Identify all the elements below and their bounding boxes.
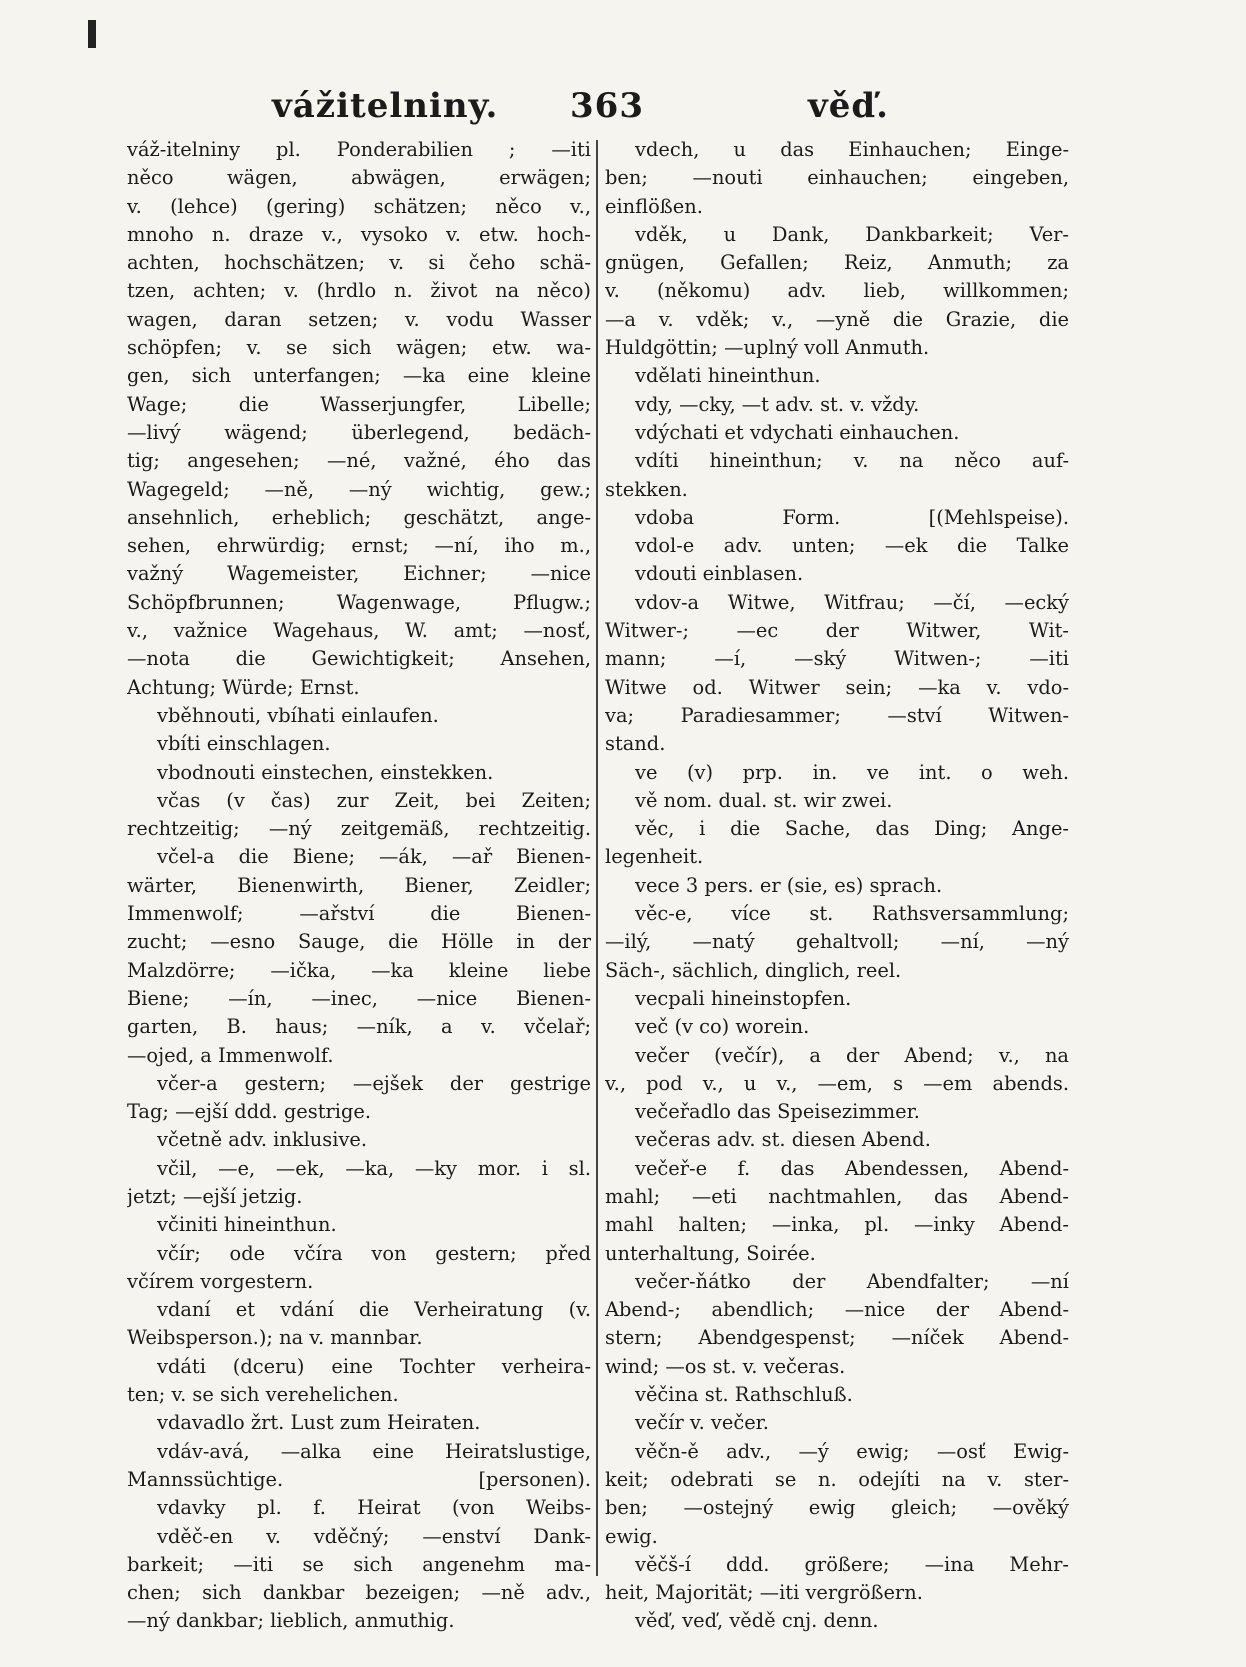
dictionary-line: věc-e, více st. Rathsversammlung; bbox=[635, 902, 1069, 926]
dictionary-line: Witwe od. Witwer sein; —ka v. vdo- bbox=[605, 675, 1069, 699]
dictionary-line: legenheit. bbox=[605, 845, 704, 869]
dictionary-line: vdol-e adv. unten; —ek die Talke bbox=[635, 534, 1069, 558]
dictionary-line: v. (někomu) adv. lieb, willkommen; bbox=[605, 279, 1069, 303]
dictionary-line: achten, hochschätzen; v. si čeho schä- bbox=[127, 251, 591, 275]
dictionary-line: Witwer-; —ec der Witwer, Wit- bbox=[605, 619, 1069, 643]
dictionary-line: zucht; —esno Sauge, die Hölle in der bbox=[127, 930, 591, 954]
dictionary-line: —ilý, —natý gehaltvoll; —ní, —ný bbox=[605, 930, 1069, 954]
dictionary-line: mahl; —eti nachtmahlen, das Abend- bbox=[605, 1184, 1069, 1208]
dictionary-line: Mannssüchtige. [personen). bbox=[127, 1467, 591, 1491]
dictionary-line: vbíti einschlagen. bbox=[157, 732, 331, 756]
dictionary-line: včel-a die Biene; —ák, —ař Bienen- bbox=[157, 845, 591, 869]
dictionary-line: Weibsperson.); na v. mannbar. bbox=[127, 1326, 423, 1350]
dictionary-line: vdaní et vdání die Verheiratung (v. bbox=[157, 1298, 591, 1322]
left-headword: vážitelniny. bbox=[272, 86, 499, 126]
dictionary-line: ewig. bbox=[605, 1524, 658, 1548]
dictionary-line: —a v. vděk; v., —yně die Grazie, die bbox=[605, 307, 1069, 331]
dictionary-line: heit, Majorität; —iti vergrößern. bbox=[605, 1581, 923, 1605]
dictionary-line: Immenwolf; —ařství die Bienen- bbox=[127, 902, 591, 926]
dictionary-line: ansehnlich, erheblich; geschätzt, ange- bbox=[127, 505, 591, 529]
dictionary-line: večer-ňátko der Abendfalter; —ní bbox=[635, 1269, 1069, 1293]
dictionary-line: wagen, daran setzen; v. vodu Wasser bbox=[127, 307, 591, 331]
dictionary-line: včírem vorgestern. bbox=[127, 1269, 314, 1293]
page-header bbox=[260, 86, 900, 130]
dictionary-line: ben; —ostejný ewig gleich; —ověký bbox=[605, 1496, 1069, 1520]
dictionary-line: schöpfen; v. se sich wägen; etw. wa- bbox=[127, 336, 591, 360]
dictionary-line: vdělati hineinthun. bbox=[635, 364, 821, 388]
dictionary-line: večeřadlo das Speisezimmer. bbox=[635, 1100, 920, 1124]
dictionary-line: Malzdörre; —ička, —ka kleine liebe bbox=[127, 958, 591, 982]
dictionary-line: rechtzeitig; —ný zeitgemäß, rechtzeitig. bbox=[127, 817, 591, 841]
dictionary-line: več (v co) worein. bbox=[635, 1015, 810, 1039]
dictionary-line: včas (v čas) zur Zeit, bei Zeiten; bbox=[157, 788, 591, 812]
dictionary-line: wärter, Bienenwirth, Biener, Zeidler; bbox=[127, 873, 591, 897]
dictionary-line: Abend-; abendlich; —nice der Abend- bbox=[605, 1298, 1069, 1322]
dictionary-line: vděč-en v. vděčný; —enství Dank- bbox=[157, 1524, 591, 1548]
dictionary-line: vdouti einblasen. bbox=[635, 562, 804, 586]
dictionary-line: vdech, u das Einhauchen; Einge- bbox=[635, 138, 1069, 161]
dictionary-line: važný Wagemeister, Eichner; —nice bbox=[127, 562, 591, 586]
dictionary-line: váž-itelniny pl. Ponderabilien ; —iti bbox=[127, 138, 591, 161]
dictionary-line: vě nom. dual. st. wir zwei. bbox=[635, 788, 893, 812]
dictionary-line: včír; ode včíra von gestern; před bbox=[157, 1241, 591, 1265]
dictionary-line: večeras adv. st. diesen Abend. bbox=[635, 1128, 931, 1152]
dictionary-line: sehen, ehrwürdig; ernst; —ní, iho m., bbox=[127, 534, 591, 558]
page-edge-mark bbox=[88, 20, 96, 48]
dictionary-line: vdavky pl. f. Heirat (von Weibs- bbox=[157, 1496, 591, 1520]
left-column bbox=[127, 136, 591, 1636]
dictionary-line: věčn-ě adv., —ý ewig; —osť Ewig- bbox=[635, 1439, 1069, 1463]
dictionary-line: —ojed, a Immenwolf. bbox=[127, 1043, 334, 1067]
dictionary-line: —ný dankbar; lieblich, anmuthig. bbox=[127, 1609, 455, 1633]
dictionary-line: v., važnice Wagehaus, W. amt; —nosť, bbox=[127, 619, 591, 643]
dictionary-line: vdy, —cky, —t adv. st. v. vždy. bbox=[635, 392, 920, 416]
dictionary-line: věď, veď, vědě cnj. denn. bbox=[635, 1609, 879, 1633]
dictionary-line: včiniti hineinthun. bbox=[157, 1213, 337, 1237]
column-divider bbox=[596, 140, 598, 1576]
dictionary-line: ben; —nouti einhauchen; eingeben, bbox=[605, 166, 1069, 190]
dictionary-line: vece 3 pers. er (sie, es) sprach. bbox=[635, 873, 943, 897]
dictionary-line: Wagegeld; —ně, —ný wichtig, gew.; bbox=[127, 477, 591, 501]
dictionary-line: vdov-a Witwe, Witfrau; —čí, —ecký bbox=[635, 590, 1069, 614]
dictionary-line: vdáv-avá, —alka eine Heiratslustige, bbox=[157, 1439, 591, 1463]
dictionary-line: mahl halten; —inka, pl. —inky Abend- bbox=[605, 1213, 1069, 1237]
dictionary-line: mnoho n. draze v., vysoko v. etw. hoch- bbox=[127, 222, 591, 246]
dictionary-line: věčš-í ddd. größere; —ina Mehr- bbox=[635, 1552, 1069, 1576]
dictionary-line: einflößen. bbox=[605, 194, 703, 218]
dictionary-line: tig; angesehen; —né, važné, ého das bbox=[127, 449, 591, 473]
dictionary-line: Huldgöttin; —uplný voll Anmuth. bbox=[605, 336, 930, 360]
dictionary-line: Achtung; Würde; Ernst. bbox=[127, 675, 360, 699]
right-column bbox=[605, 136, 1069, 1636]
dictionary-line: Schöpfbrunnen; Wagenwage, Pflugw.; bbox=[127, 590, 591, 614]
dictionary-line: něco wägen, abwägen, erwägen; bbox=[127, 166, 591, 190]
dictionary-line: vběhnouti, vbíhati einlaufen. bbox=[157, 703, 439, 727]
dictionary-line: keit; odebrati se n. odejíti na v. ster- bbox=[605, 1467, 1069, 1491]
dictionary-line: večer (večír), a der Abend; v., na bbox=[635, 1043, 1069, 1067]
dictionary-line: gen, sich unterfangen; —ka eine kleine bbox=[127, 364, 591, 388]
dictionary-line: barkeit; —iti se sich angenehm ma- bbox=[127, 1552, 591, 1576]
dictionary-line: večeř-e f. das Abendessen, Abend- bbox=[635, 1156, 1069, 1180]
dictionary-line: Säch-, sächlich, dinglich, reel. bbox=[605, 958, 902, 982]
dictionary-line: vecpali hineinstopfen. bbox=[635, 986, 852, 1010]
dictionary-line: včer-a gestern; —ejšek der gestrige bbox=[157, 1071, 591, 1095]
dictionary-line: garten, B. haus; —ník, a v. včelař; bbox=[127, 1015, 591, 1039]
dictionary-line: chen; sich dankbar bezeigen; —ně adv., bbox=[127, 1581, 591, 1605]
dictionary-line: věčina st. Rathschluß. bbox=[635, 1383, 853, 1407]
dictionary-line: Tag; —ejší ddd. gestrige. bbox=[127, 1100, 372, 1124]
dictionary-line: unterhaltung, Soirée. bbox=[605, 1241, 816, 1265]
dictionary-line: stand. bbox=[605, 732, 666, 756]
dictionary-line: věc, i die Sache, das Ding; Ange- bbox=[635, 817, 1069, 841]
page-number: 363 bbox=[570, 86, 644, 126]
dictionary-line: Wage; die Wasserjungfer, Libelle; bbox=[127, 392, 591, 416]
dictionary-line: stern; Abendgespenst; —níček Abend- bbox=[605, 1326, 1069, 1350]
dictionary-line: va; Paradiesammer; —ství Witwen- bbox=[605, 703, 1069, 727]
dictionary-line: ve (v) prp. in. ve int. o weh. bbox=[635, 760, 1069, 784]
dictionary-line: vbodnouti einstechen, einstekken. bbox=[157, 760, 494, 784]
right-headword: věď. bbox=[808, 86, 889, 126]
dictionary-line: vdýchati et vdychati einhauchen. bbox=[635, 420, 960, 444]
dictionary-line: —nota die Gewichtigkeit; Ansehen, bbox=[127, 647, 591, 671]
dictionary-line: Biene; —ín, —inec, —nice Bienen- bbox=[127, 986, 591, 1010]
dictionary-line: mann; —í, —ský Witwen-; —iti bbox=[605, 647, 1069, 671]
dictionary-line: v. (lehce) (gering) schätzen; něco v., bbox=[127, 194, 591, 218]
dictionary-line: včil, —e, —ek, —ka, —ky mor. i sl. bbox=[157, 1156, 591, 1180]
dictionary-line: vdáti (dceru) eine Tochter verheira- bbox=[157, 1354, 591, 1378]
dictionary-line: jetzt; —ejší jetzig. bbox=[127, 1184, 303, 1208]
dictionary-line: včetně adv. inklusive. bbox=[157, 1128, 368, 1152]
dictionary-line: —livý wägend; überlegend, bedäch- bbox=[127, 420, 591, 444]
dictionary-line: vděk, u Dank, Dankbarkeit; Ver- bbox=[635, 222, 1069, 246]
dictionary-line: v., pod v., u v., —em, s —em abends. bbox=[605, 1071, 1069, 1095]
dictionary-line: ten; v. se sich verehelichen. bbox=[127, 1383, 399, 1407]
dictionary-line: tzen, achten; v. (hrdlo n. život na něco) bbox=[127, 279, 591, 303]
dictionary-line: večír v. večer. bbox=[635, 1411, 769, 1435]
dictionary-line: wind; —os st. v. večeras. bbox=[605, 1354, 846, 1378]
dictionary-line: stekken. bbox=[605, 477, 688, 501]
dictionary-line: vdoba Form. [(Mehlspeise). bbox=[635, 505, 1069, 529]
dictionary-line: vdavadlo žrt. Lust zum Heiraten. bbox=[157, 1411, 481, 1435]
dictionary-line: gnügen, Gefallen; Reiz, Anmuth; za bbox=[605, 251, 1069, 275]
dictionary-line: vdíti hineinthun; v. na něco auf- bbox=[635, 449, 1069, 473]
